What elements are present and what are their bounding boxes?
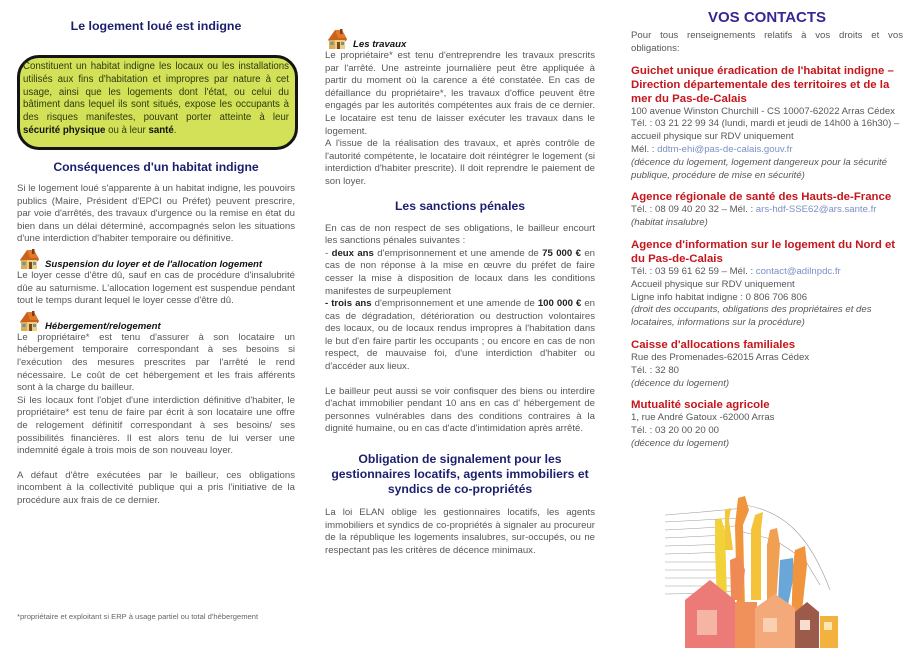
contact-mail-line: Mél. : ddtm-ehi@pas-de-calais.gouv.fr bbox=[631, 143, 793, 155]
contact-phone: Tél. : 03 21 22 99 34 (lundi, mardi et jeudi de 14h00 à 16h30) – accueil physique sur RDV uniquement bbox=[631, 118, 900, 143]
contact-phone-mail: Tél. : 03 59 61 62 59 – Mél. : contact@adilnpdc.fr bbox=[631, 265, 841, 277]
house-icon bbox=[325, 28, 349, 50]
contact-address: 1, rue André Gatoux -62000 Arras bbox=[631, 412, 775, 424]
sanctions-title: Les sanctions pénales bbox=[394, 198, 526, 213]
travaux-text-1: Le propriétaire* est tenu d'entreprendre les travaux prescrits par l'arrêté. Une astreinte journalière peut être appliquée à partir du moment où la carence a été constatée. En cas de défaillance du propriétaire*, les travaux d'office peuvent être engagés par les autorités compétentes aux frais de ce dernier. Le locataire est tenu de laisser exécuter les travaux dans le logement. bbox=[325, 50, 595, 137]
contact-note: (décence du logement, logement dangereux pour la sécurité publique, procédure de mise en sécurité) bbox=[631, 156, 887, 181]
travaux-heading bbox=[325, 28, 595, 50]
footnote: *propriétaire et exploitant si ERP à usage partiel ou total d'hébergement bbox=[17, 612, 259, 621]
email-link[interactable]: ddtm-ehi@pas-de-calais.gouv.fr bbox=[657, 143, 793, 155]
contact-address: Rue des Promenades-62015 Arras Cédex bbox=[631, 351, 810, 363]
contact-line: Ligne info habitat indigne : 0 806 706 806 bbox=[631, 291, 808, 303]
contact-note: (habitat insalubre) bbox=[631, 217, 708, 229]
signalement-title: Obligation de signalement pour les gestionnaires locatifs, agents immobiliers et syndics de co-propriétés bbox=[331, 452, 589, 497]
email-link[interactable]: ars-hdf-SSE62@ars.sante.fr bbox=[755, 204, 877, 216]
hebergement-heading bbox=[17, 310, 295, 332]
suspension-heading bbox=[17, 248, 295, 270]
title-logement-indigne: Le logement loué est indigne bbox=[70, 19, 242, 33]
contact-ddtm bbox=[631, 64, 903, 183]
contacts-intro: Pour tous renseignements relatifs à vos droits et vos obligations: bbox=[631, 30, 903, 54]
contact-address: 100 avenue Winston Churchill - CS 10007-62022 Arras Cédex bbox=[631, 105, 895, 117]
contact-note: (décence du logement) bbox=[631, 377, 730, 389]
contact-name: Guichet unique éradication de l'habitat indigne – Direction départementale des territoires et de la mer du Pas-de-Calais bbox=[631, 64, 894, 105]
contact-caf bbox=[631, 338, 903, 390]
confiscation-text: Le bailleur peut aussi se voir confisquer des biens ou interdire d'achat immobilier pendant 10 ans en cas d' hébergement de personnes vulnérables dans des conditions contraires à la dignité humaine, ou en cas d'acte d'intimidation après arrêté. bbox=[325, 385, 595, 435]
contact-ars bbox=[631, 190, 903, 230]
raised-hands-houses-illustration bbox=[645, 490, 845, 650]
defaut-text: A défaut d'être exécutées par le bailleur, ces obligations incombent à la collectivité publique qui a pris l'initiative de la procédure aux frais de ce dernier. bbox=[17, 469, 295, 506]
contact-phone-mail: Tél. : 08 09 40 20 32 – Mél. : ars-hdf-SSE62@ars.sante.fr bbox=[631, 204, 877, 216]
contact-phone: Tél. : 03 20 00 20 00 bbox=[631, 425, 720, 437]
hebergement-title: Hébergement/relogement bbox=[45, 320, 161, 332]
contact-phone: Tél. : 32 80 bbox=[631, 364, 679, 376]
signalement-text: La loi ELAN oblige les gestionnaires locatifs, les agents immobiliers et syndics de co-propriétés à signaler au procureur de la république les logements insalubres, sur-occupés, ou ne respectant pas les critères de décence minimaux. bbox=[325, 507, 595, 556]
suspension-title: Suspension du loyer et de l'allocation logement bbox=[45, 258, 263, 270]
contact-name: Agence d'information sur le logement du Nord et du Pas-de-Calais bbox=[631, 238, 896, 265]
sanctions-intro: En cas de non respect de ses obligations, le bailleur encourt les sanctions pénales suivantes : bbox=[325, 222, 595, 247]
contact-note: (décence du logement) bbox=[631, 437, 730, 449]
column-middle bbox=[325, 28, 595, 557]
sanction-1: - deux ans d'emprisonnement et une amende de 75 000 € en cas de non réponse à la mise en œuvre du préfet de faire cesser la mise à disposition de locaux dans les conditions manifestes de surpeuplement bbox=[325, 247, 595, 297]
travaux-text-2: A l'issue de la réalisation des travaux, et après contrôle de l'autorité compétente, le locataire doit réintégrer le logement (si interdiction d'habiter prescrite). Il doit reprendre le paiement de son loyer. bbox=[325, 138, 595, 187]
contact-name: Mutualité sociale agricole bbox=[631, 399, 770, 412]
contact-line: Accueil physique sur RDV uniquement bbox=[631, 278, 795, 290]
houses bbox=[685, 580, 838, 648]
consequences-text: Si le logement loué s'apparente à un habitat indigne, les pouvoirs publics (Maire, Président d'EPCI ou Préfet) peuvent prescrire, par voie d'arrêtés, des travaux d'urgence ou la remise en état du bien dans un délai déterminé, accompagnés selon les situations d'une interdiction d'habiter temporaire ou définitive. bbox=[17, 183, 295, 245]
definition-text: Constituent un habitat indigne les locaux ou les installations utilisés aux fins d'habitation et impropres par nature à cet usage, ainsi que les logements dont l'état, ou celui du bâtiment dans lequel ils sont situés, expose les occupants à des risques manifestes, pouvant porter atteinte à leur sécurité physique ou à leur santé. bbox=[23, 61, 289, 136]
hebergement-text-2: Si les locaux font l'objet d'une interdiction définitive d'habiter, le propriétaire* est tenu de faire par écrit à son locataire une offre de relogement définitif correspondant à ses besoins/ ses possibilités financières. Il est alors tenu de lui verser une indemnité égale à trois mois de son nouveau loyer. bbox=[17, 394, 295, 457]
column-left bbox=[17, 160, 295, 507]
contact-adil bbox=[631, 238, 903, 330]
house-icon bbox=[17, 248, 41, 270]
definition-box bbox=[17, 55, 298, 150]
contact-msa bbox=[631, 398, 903, 450]
contacts-title: VOS CONTACTS bbox=[707, 9, 827, 26]
consequences-title: Conséquences d'un habitat indigne bbox=[53, 160, 259, 174]
email-link[interactable]: contact@adilnpdc.fr bbox=[755, 265, 841, 277]
travaux-title: Les travaux bbox=[353, 39, 407, 50]
hebergement-text-1: Le propriétaire* est tenu d'assurer à son locataire un hébergement temporaire correspondant à ses besoins si l'exécution des mesures prescrites par l'arrêté le rend nécessaire. Le coût de cet hébergement et les frais afférents sont à la charge du bailleur. bbox=[17, 331, 295, 394]
contact-note: (droit des occupants, obligations des propriétaires et des locataires, informations sur la procédure) bbox=[631, 304, 872, 329]
house-icon bbox=[17, 310, 41, 332]
contact-name: Agence régionale de santé des Hauts-de-France bbox=[631, 191, 892, 204]
sanction-2: - trois ans d'emprisonnement et une amende de 100 000 € en cas de dégradation, détérioration ou destruction volontaires des locaux, ou de locaux rendus impropres à l'habitation dans le but d'en faire partir les occupants ; ou encore en cas de non respect, de mauvaise foi, d'une interdiction d'habiter ou d'accéder aux lieux. bbox=[325, 298, 595, 373]
column-right bbox=[631, 9, 903, 451]
contact-name: Caisse d'allocations familiales bbox=[631, 338, 796, 351]
suspension-text: Le loyer cesse d'être dû, sauf en cas de procédure d'insalubrité dûe au saturnisme. L'allocation logement est suspendue pendant tout le temps durant lequel le loyer cesse d'être dû. bbox=[17, 269, 295, 307]
